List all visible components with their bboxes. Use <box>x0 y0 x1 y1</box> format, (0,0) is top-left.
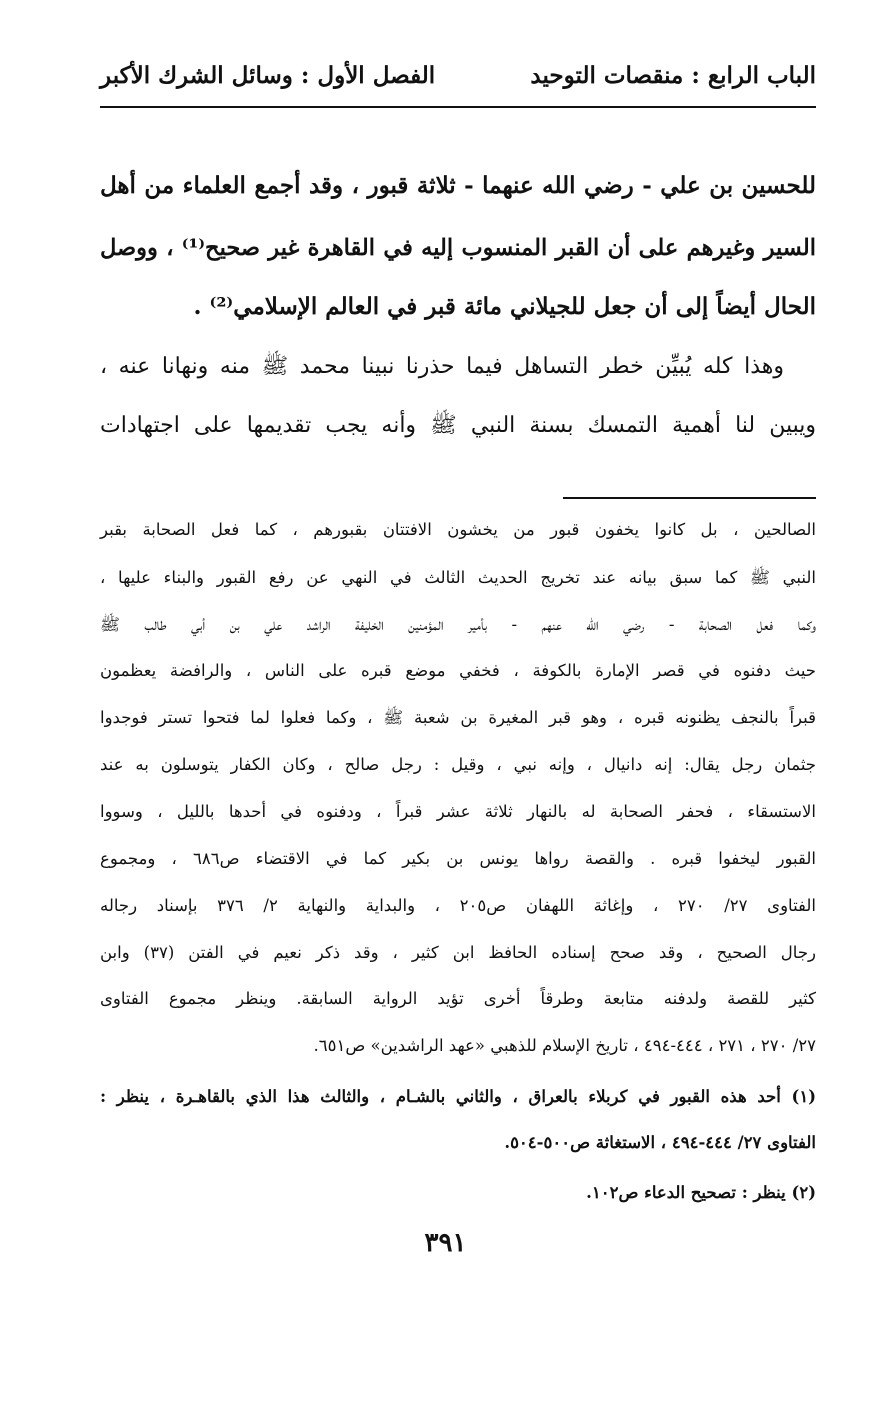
chapter-title: الباب الرابع : منقصات التوحيد <box>530 62 816 89</box>
footnote-line: كثير للقصة ولدفنه متابعة وطرقاً أخرى تؤيد الرواية السابقة. وينظر مجموع الفتاوى <box>100 989 816 1008</box>
header-divider <box>100 106 816 108</box>
main-text-line: الحال أيضاً إلى أن جعل للجيلاني مائة قبر في العالم الإسلامي⁽²⁾ . <box>193 293 816 320</box>
page-number: ٣٩١ <box>424 1228 467 1258</box>
footnote-line: ٢٧/ ٢٧٠ ، ٢٧١ ، ٤٤٤-٤٩٤ ، تاريخ الإسلام للذهبي «عهد الراشدين» ص٦٥١. <box>313 1036 816 1055</box>
main-text-line: السير وغيرهم على أن القبر المنسوب إليه في القاهرة غير صحيح⁽¹⁾ ، ووصل <box>100 235 816 261</box>
footnote-line: رجال الصحيح ، وقد صحح إسناده الحافظ ابن كثير ، وقد ذكر نعيم في الفتن (٣٧) وابن <box>100 943 816 962</box>
footnote-line: قبراً بالنجف يظنونه قبره ، وهو قبر المغيرة بن شعبة ﷺ ، وكما فعلوا لما فتحوا تستر فوجدوا <box>100 708 816 727</box>
footnote-line: الصالحين ، بل كانوا يخفون قبور من يخشون الافتتان بقبورهم ، كما فعل الصحابة بقبر <box>100 520 816 539</box>
main-text-line: للحسين بن علي - رضي الله عنهما - ثلاثة قبور ، وقد أجمع العلماء من أهل <box>100 172 816 199</box>
main-text-line: ويبين لنا أهمية التمسك بسنة النبي ﷺ وأنه يجب تقديمها على اجتهادات <box>100 413 816 438</box>
footnote-line: حيث دفنوه في قصر الإمارة بالكوفة ، فخفي موضع قبره على الناس ، والرافضة يعظمون <box>100 661 816 680</box>
footnote-line: القبور ليخفوا قبره . والقصة رواها يونس بن بكير كما في الاقتضاء ص٦٨٦ ، ومجموع <box>100 849 816 868</box>
footnote-1-line: (١) أحد هذه القبور في كربلاء بالعراق ، والثاني بالشـام ، والثالث هذا الذي بالقاهـرة ، ينظر : <box>100 1087 817 1106</box>
footnote-divider <box>563 497 816 499</box>
section-title: الفصل الأول : وسائل الشرك الأكبر <box>100 62 436 89</box>
footnote-1-line: الفتاوى ٢٧/ ٤٤٤-٤٩٤ ، الاستغاثة ص٥٠٠-٥٠٤. <box>504 1133 816 1152</box>
footnote-line: وكما فعل الصحابة - رضي الله عنهم - بأمير المؤمنين الخليفة الراشد علي بن أبي طالب ﷺ <box>100 615 816 634</box>
footnote-line: الفتاوى ٢٧/ ٢٧٠ ، وإغاثة اللهفان ص٢٠٥ ، والبداية والنهاية ٢/ ٣٧٦ بإسناد رجاله <box>100 896 817 915</box>
running-header <box>100 50 816 110</box>
footnote-line: الاستسقاء ، فحفر الصحابة له بالنهار ثلاثة عشر قبراً ، ودفنوه في أحدها بالليل ، وسووا <box>100 802 816 821</box>
footnote-2: (٢) ينظر : تصحيح الدعاء ص١٠٢. <box>586 1183 816 1202</box>
footnote-line: جثمان رجل يقال: إنه دانيال ، وإنه نبي ، وقيل : رجل صالح ، وكان الكفار يتوسلون به عند <box>100 755 816 774</box>
main-text-line: وهذا كله يُبيِّن خطر التساهل فيما حذرنا نبينا محمد ﷺ منه ونهانا عنه ، <box>100 354 784 379</box>
footnote-line: النبي ﷺ كما سبق بيانه عند تخريج الحديث الثالث في النهي عن رفع القبور والبناء عليها ، <box>100 568 816 587</box>
